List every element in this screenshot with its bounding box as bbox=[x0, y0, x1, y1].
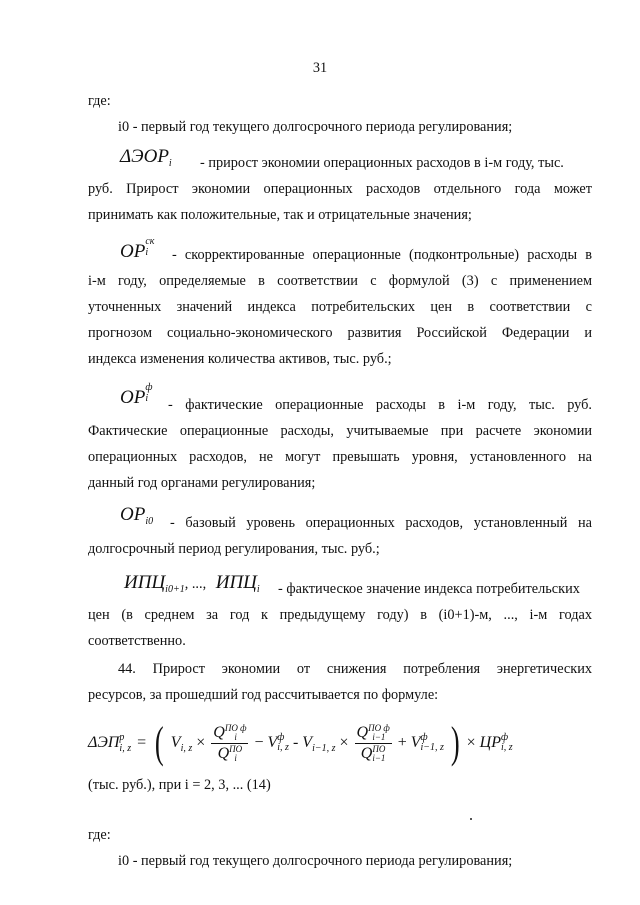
opf-symbol: ОР ф i bbox=[120, 382, 153, 408]
i0-definition: i0 - первый год текущего долгосрочного периода регулирования; bbox=[118, 119, 513, 135]
deop-line-2: руб. Прирост экономии операционных расходов отдельного года может bbox=[88, 181, 592, 197]
opsk-text: - скорректированные операционные (подконтрольные) расходы в bbox=[172, 247, 592, 263]
op0-symbol: $ОР_{i0}$ bbox=[120, 504, 154, 527]
op0-line-2: долгосрочный период регулирования, тыс. руб.; bbox=[88, 541, 380, 557]
ipc-symbols: $ИПЦ_{i0+1}$, ..., $ИПЦ_i$ bbox=[124, 572, 260, 595]
formula-14: ΔЭП р i, z = ( $V_{i, z}$ × Q ПО ф i Q ПО i − V ф i, z - $V_{i-1, z}$ × Q ПО ф i−1 Q ПО i−1 + V ф i−1, z ) × ЦР ф i, z bbox=[88, 712, 618, 774]
where-label-2: где: bbox=[88, 827, 111, 843]
opsk-line-2: уточненных значений индекса потребительских цен в соответствии с bbox=[88, 299, 592, 315]
paragraph-44-line-1: 44. Прирост экономии от снижения потребления энергетических bbox=[118, 661, 592, 677]
ipc-line-3: соответственно. bbox=[88, 633, 186, 649]
opf-line-3: данный год органами регулирования; bbox=[88, 475, 316, 491]
opsk-line-3: прогнозом социально-экономического развития Российской Федерации и bbox=[88, 325, 592, 341]
fraction-2: Q ПО ф i−1 Q ПО i−1 bbox=[356, 723, 390, 764]
scan-speck bbox=[470, 818, 472, 820]
opsk-symbol: ОР ск i bbox=[120, 236, 155, 262]
i0-definition-2: i0 - первый год текущего долгосрочного периода регулирования; bbox=[118, 853, 513, 869]
deop-line-3: принимать как положительные, так и отрицательные значения; bbox=[88, 207, 472, 223]
deop-text: - прирост экономии операционных расходов в i-м году, тыс. bbox=[200, 155, 564, 171]
opf-line-2: операционных расходов, не могут превышать уровня, установленного на bbox=[88, 449, 592, 465]
deop-symbol: $\Delta ЭОР_i$ bbox=[120, 146, 172, 169]
left-paren: ( bbox=[155, 718, 164, 768]
fraction-1: Q ПО ф i Q ПО i bbox=[213, 723, 247, 764]
ipc-text: - фактическое значение индекса потребительских bbox=[278, 581, 580, 597]
formula-note: (тыс. руб.), при i = 2, 3, ... (14) bbox=[88, 777, 271, 793]
paragraph-44-line-2: ресурсов, за прошедший год рассчитывается по формуле: bbox=[88, 687, 439, 703]
right-paren: ) bbox=[450, 718, 460, 768]
op0-text: - базовый уровень операционных расходов, установленный на bbox=[170, 515, 592, 531]
page-number: 31 bbox=[312, 60, 328, 76]
opf-text: - фактические операционные расходы в i-м году, тыс. руб. bbox=[168, 397, 592, 413]
opf-line-1: Фактические операционные расходы, учитываемые при расчете экономии bbox=[88, 423, 592, 439]
where-label: где: bbox=[88, 93, 111, 109]
opsk-line-1: i-м году, определяемые в соответствии с формулой (3) с применением bbox=[88, 273, 592, 289]
opsk-line-4: индекса изменения количества активов, тыс. руб.; bbox=[88, 351, 392, 367]
formula-lhs: ΔЭП р i, z bbox=[88, 732, 132, 755]
ipc-line-2: цен (в среднем за год к предыдущему году) в (i0+1)-м, ..., i-м годах bbox=[88, 607, 592, 623]
